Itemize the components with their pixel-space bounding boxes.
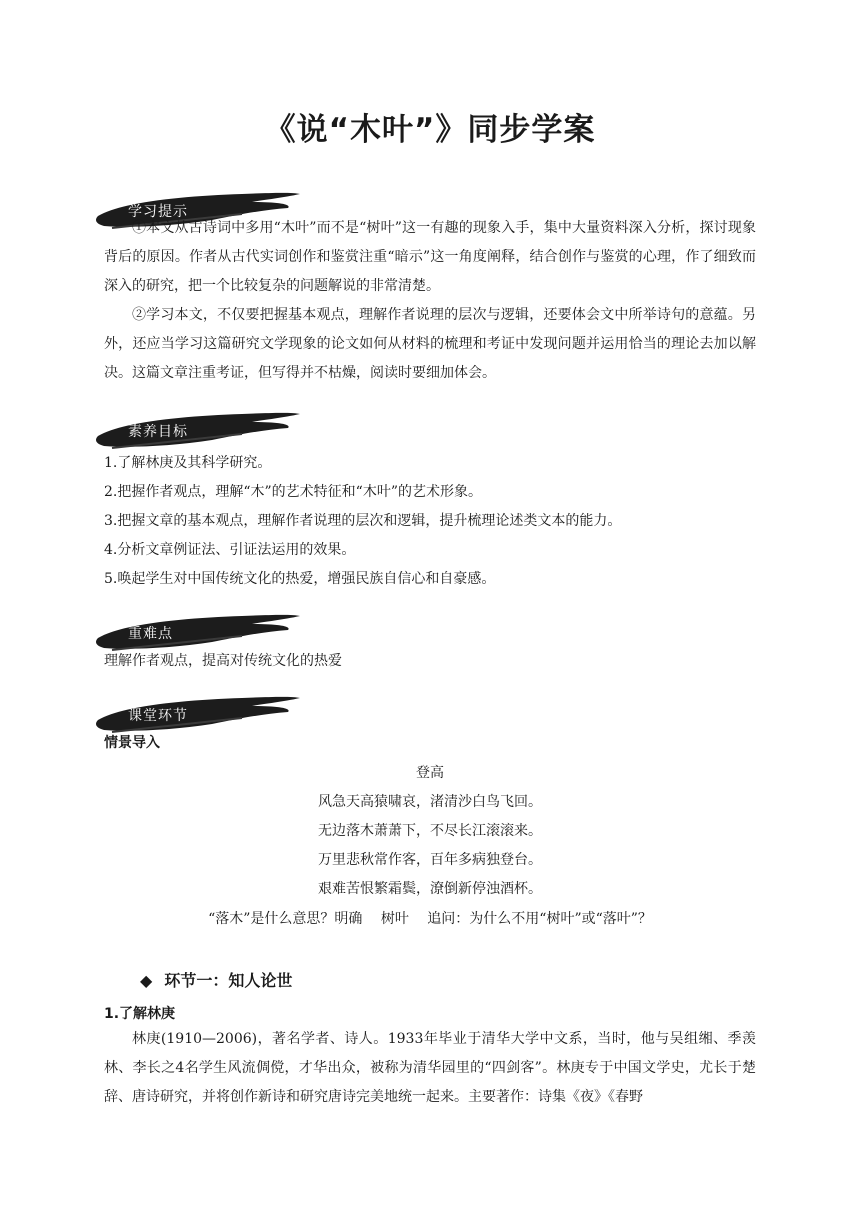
goal-item: 3.把握文章的基本观点，理解作者说理的层次和逻辑，提升梳理论述类文本的能力。 bbox=[104, 513, 622, 529]
section-label-tips: 学习提示 bbox=[128, 204, 188, 220]
poem-title: 登高 bbox=[416, 765, 444, 781]
brush-stroke-icon bbox=[92, 410, 302, 452]
section-label-goals: 素养目标 bbox=[128, 424, 188, 440]
goal-item: 1.了解林庚及其科学研究。 bbox=[104, 455, 272, 471]
section-banner-class bbox=[92, 694, 302, 736]
goal-item: 2.把握作者观点，理解“木”的艺术特征和“木叶”的艺术形象。 bbox=[104, 484, 482, 500]
poem-line: 艰难苦恨繁霜鬓，潦倒新停浊酒杯。 bbox=[318, 881, 542, 897]
brush-stroke-icon bbox=[92, 694, 302, 736]
intro-heading: 情景导入 bbox=[104, 735, 160, 751]
goal-item: 5.唤起学生对中国传统文化的热爱，增强民族自信心和自豪感。 bbox=[104, 571, 496, 587]
step1-heading-text: 环节一：知人论世 bbox=[164, 971, 293, 990]
poem-line: 风急天高猿啸哀，渚清沙白鸟飞回。 bbox=[318, 794, 542, 810]
keypoints-text: 理解作者观点，提高对传统文化的热爱 bbox=[104, 653, 342, 669]
step1-heading bbox=[140, 968, 292, 991]
poem-line: 万里悲秋常作客，百年多病独登台。 bbox=[318, 852, 542, 868]
tips-paragraph-2: ②学习本文，不仅要把握基本观点，理解作者说理的层次与逻辑，还要体会文中所举诗句的意蕴。另外，还应当学习这篇研究文学现象的论文如何从材料的梳理和考证中发现问题并运用恰当的理论去加以解决。这篇文章注重考证，但写得并不枯燥，阅读时要细加体会。 bbox=[104, 307, 756, 381]
page-title: 《说“木叶”》同步学案 bbox=[264, 112, 596, 148]
poem-line: 无边落木萧萧下，不尽长江滚滚来。 bbox=[318, 823, 542, 839]
section-label-class: 课堂环节 bbox=[128, 708, 188, 724]
step1-paragraph: 林庚(1910—2006)，著名学者、诗人。1933年毕业于清华大学中文系，当时，他与吴组缃、季羡林、李长之4名学生风流倜傥，才华出众，被称为清华园里的“四剑客”。林庚专于中国文学史，尤长于楚辞、唐诗研究，并将创作新诗和研究唐诗完美地统一起来。主要著作：诗集《夜》《春野 bbox=[104, 1031, 756, 1105]
section-banner-keypoints bbox=[92, 612, 302, 654]
goal-item: 4.分析文章例证法、引证法运用的效果。 bbox=[104, 542, 356, 558]
section-label-keypoints: 重难点 bbox=[128, 626, 173, 642]
section-banner-goals bbox=[92, 410, 302, 452]
step1-subheading: 1.了解林庚 bbox=[104, 1006, 176, 1022]
intro-question: “落木”是什么意思？明确 树叶 追问：为什么不用“树叶”或“落叶”？ bbox=[208, 911, 652, 927]
diamond-bullet-icon: ◆ bbox=[140, 971, 153, 990]
brush-stroke-icon bbox=[92, 612, 302, 654]
tips-paragraph-1: ①本文从古诗词中多用“木叶”而不是“树叶”这一有趣的现象入手，集中大量资料深入分析，探讨现象背后的原因。作者从古代实词创作和鉴赏注重“暗示”这一角度阐释，结合创作与鉴赏的心理，作了细致而深入的研究，把一个比较复杂的问题解说的非常清楚。 bbox=[104, 220, 756, 294]
